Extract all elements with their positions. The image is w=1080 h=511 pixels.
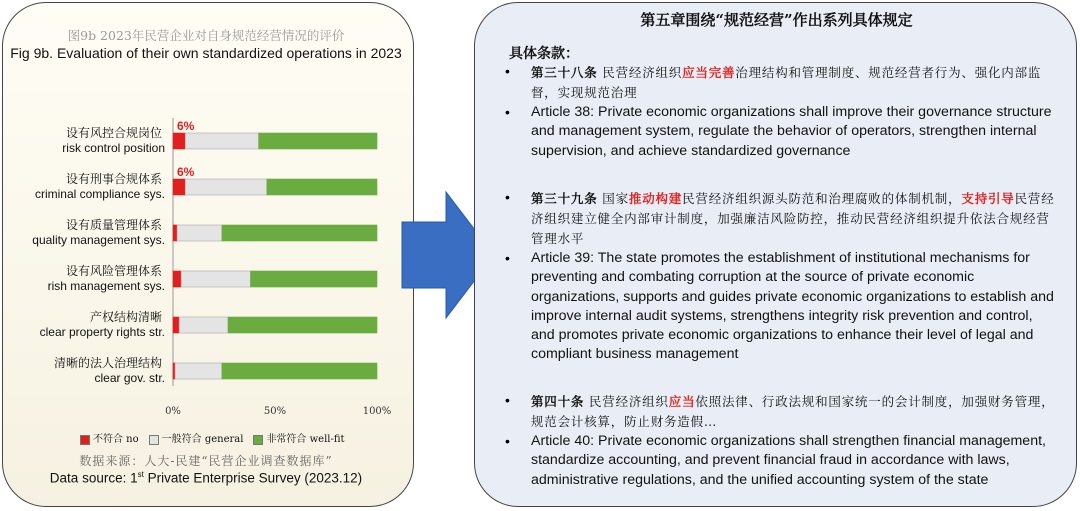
x-tick-label: 100% [362,406,392,417]
article-40-cn-part: 第四十条 [531,394,585,409]
article-38 [505,63,1060,161]
bar-segment [185,179,267,195]
article-39-cn-part: 第三十九条 [531,191,598,206]
bar-segment [228,317,377,333]
article-38-cn-part: 治理结构和管理制度、规范经营者行为、强化内部监督，实现规范治理 [531,65,1042,100]
category-label-en: clear gov. str. [94,371,165,385]
article-40-cn-part: 民营经济组织 [584,394,669,409]
bar-segment [259,133,377,149]
bullet: • [505,433,510,449]
category-label-cn: 设有刑事合规体系 [65,172,162,186]
bar-segment [267,179,377,195]
data-source-cn: 数据来源：人大-民建“民营企业调查数据库” [79,454,333,468]
bullet: • [505,392,510,408]
regulation-title: 第五章围绕“规范经营”作出系列具体规定 [640,11,913,29]
bar-segment [179,317,228,333]
bar-segment [173,179,185,195]
legend-swatch-no [80,435,90,445]
category-label-en: rish management sys. [47,279,165,293]
x-tick-label: 0% [165,406,181,417]
data-source-en [0,470,412,486]
article-38-cn-part: 应当完善 [682,65,736,80]
bar-segment [177,225,222,241]
article-40-cn-part: 依照法律、行政法规和国家统一的会计制度，加强财务管理，规范会计核算，防止财务造假… [531,394,1055,429]
bar-segment [251,271,377,287]
chart-title-cn: 图9b 2023年民营企业对自身规范经营情况的评价 [67,28,345,43]
source-suffix: Private Enterprise Survey (2023.12) [143,470,363,486]
legend-swatch-general [149,435,159,445]
bar-segment [173,271,181,287]
specific-clauses-heading: 具体条款： [509,46,579,62]
bar-segment [173,317,179,333]
chart-legend [80,430,345,445]
article-39-cn [531,189,1060,249]
article-40 [505,392,1060,490]
article-39-en: Article 39: The state promotes the establishment of institutional mechanisms for preventing and combating corruption at the source of private economic organizations, supports and guides private economic organizations to establish and improve internal audit systems, strengthens integrity risk prevention and control, and promotes private economic organizations to enhance their level of legal and compliant business management [531,250,1054,363]
category-label-cn: 设有风险管理体系 [65,264,162,278]
article-40-en: Article 40: Private economic organizations shall strengthen financial management, standardize accounting, and prevent financial fraud in accordance with laws, administrative regulations, and the unified accounting system of the state [531,433,1046,488]
source-sup: st [137,470,144,479]
category-label-cn: 产权结构清晰 [89,310,162,324]
legend-swatch-well-fit [253,435,263,445]
category-label-cn: 清晰的法人治理结构 [53,356,162,370]
article-38-cn-part: 第三十八条 [531,65,598,80]
article-38-en: Article 38: Private economic organizations shall improve their governance structure and management system, regulate the behavior of operators, strengthen internal supervision, and achieve standardized governance [531,104,1052,159]
data-label: 6% [177,165,195,179]
bullet: • [505,63,510,79]
category-label-en: risk control position [62,141,165,155]
bullet: • [505,250,510,266]
bar-segment [175,363,222,379]
legend-item-no [80,430,139,445]
category-label-cn: 设有质量管理体系 [65,218,162,232]
article-38-cn [531,63,1060,103]
bar-segment [181,271,250,287]
bar-segment [173,363,175,379]
category-label-en: criminal compliance sys. [34,187,165,201]
bar-segment [222,363,377,379]
bullet: • [505,189,510,205]
legend-label-no: 不符合 no [93,434,139,445]
article-39-cn-part: 民营经济组织建立健全内部审计制度，加强廉洁风险防控，推动民营经济组织提升依法合规经营管理水平 [531,191,1055,246]
bar-segment [185,133,258,149]
data-label: 6% [177,119,195,133]
article-38-cn-part: 民营经济组织 [597,65,683,80]
bar-segment [173,225,177,241]
article-40-cn [531,392,1060,432]
article-39 [505,189,1060,365]
legend-label-general: 一般符合 general [161,434,244,445]
category-label-en: clear property rights str. [39,325,165,339]
chart-title-en: Fig 9b. Evaluation of their own standardized operations in 2023 [10,45,402,61]
article-40-cn-part: 应当 [668,394,696,409]
legend-item-well-fit [253,430,344,445]
bullet: • [505,104,510,120]
article-39-cn-part: 推动构建 [628,191,683,206]
article-39-cn-part: 支持引导 [961,191,1015,206]
right-text-panel [474,2,1077,507]
article-39-cn-part: 民营经济组织源头防范和治理腐败的体制机制， [682,191,962,206]
source-prefix: Data source: 1 [49,470,138,486]
legend-item-general [149,430,244,445]
stacked-bar-chart [0,0,414,430]
legend-label-well-fit: 非常符合 well-fit [266,434,345,445]
bar-segment [173,133,185,149]
article-39-cn-part: 国家 [597,191,629,206]
x-tick-label: 50% [263,406,287,417]
category-label-cn: 设有风控合规岗位 [65,126,162,140]
bar-segment [222,225,377,241]
category-label-en: quality management sys. [32,233,165,247]
